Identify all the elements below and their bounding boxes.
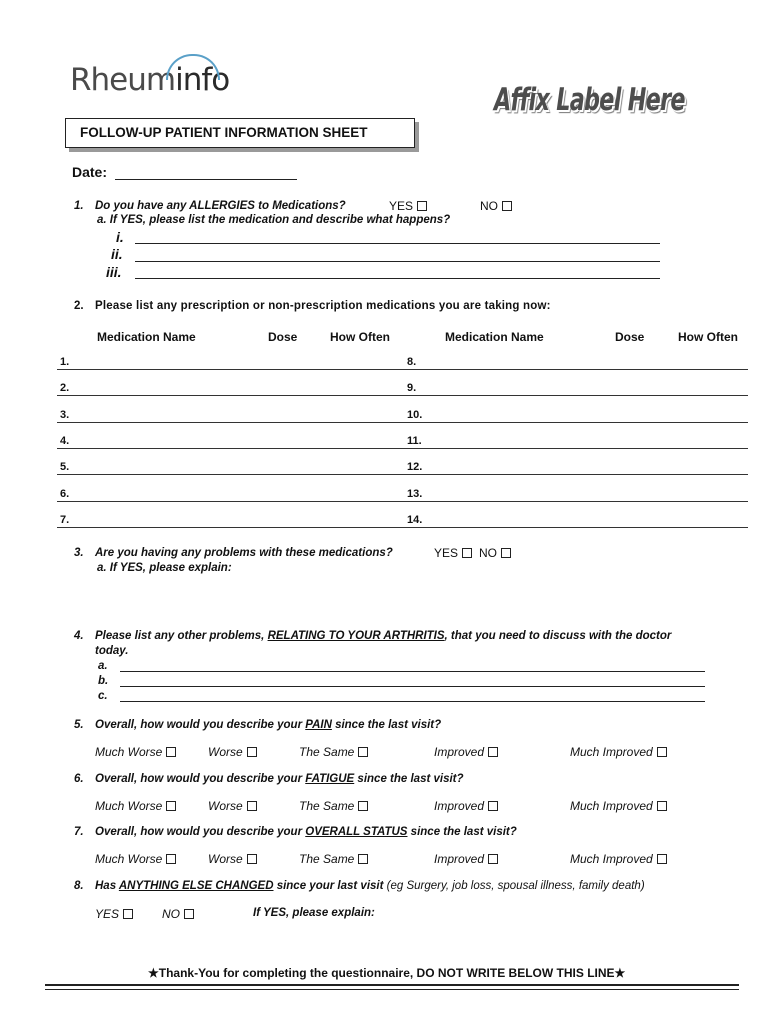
star-icon: ★ bbox=[148, 966, 159, 980]
q6-text-emphasis: FATIGUE bbox=[305, 773, 355, 785]
med-row-number-right: 10. bbox=[407, 409, 423, 421]
star-icon: ★ bbox=[614, 966, 626, 980]
med-row-number-right: 9. bbox=[407, 382, 417, 394]
q6-number: 6. bbox=[74, 773, 84, 785]
med-header-name-left: Medication Name bbox=[97, 330, 196, 344]
med-row-line[interactable] bbox=[57, 395, 748, 396]
q5-option-checkbox[interactable] bbox=[166, 747, 176, 757]
page-title: FOLLOW-UP PATIENT INFORMATION SHEET bbox=[80, 125, 368, 140]
q4-text-line2: today. bbox=[95, 645, 129, 657]
q4-text-emphasis: RELATING TO YOUR ARTHRITIS bbox=[267, 630, 445, 642]
q5-text-pre: Overall, how would you describe your bbox=[95, 719, 306, 731]
q8-text bbox=[95, 880, 645, 892]
med-row-number-right: 14. bbox=[407, 514, 423, 526]
q6-option-label: Much Improved bbox=[570, 799, 653, 813]
q7-text bbox=[95, 826, 517, 838]
q5-option-label: Worse bbox=[208, 745, 243, 759]
q6-option-label: Worse bbox=[208, 799, 243, 813]
q6-option[interactable] bbox=[208, 799, 257, 813]
q7-option-label: Improved bbox=[434, 852, 485, 866]
q1-yes-checkbox[interactable] bbox=[417, 201, 427, 211]
q7-option[interactable] bbox=[299, 852, 368, 866]
med-row-line[interactable] bbox=[57, 474, 748, 475]
q7-option-checkbox[interactable] bbox=[657, 854, 667, 864]
med-row-number-right: 11. bbox=[407, 435, 422, 447]
q5-number: 5. bbox=[74, 719, 84, 731]
q5-text-post: since the last visit? bbox=[331, 719, 442, 731]
title-box bbox=[65, 118, 415, 148]
q6-text-pre: Overall, how would you describe your bbox=[95, 773, 306, 785]
footer-note bbox=[148, 966, 625, 980]
med-row-number-left: 6. bbox=[60, 488, 70, 500]
q2-text: Please list any prescription or non-prescription medications you are taking now: bbox=[95, 300, 551, 312]
med-row-line[interactable] bbox=[57, 448, 748, 449]
q5-option-label: The Same bbox=[299, 745, 355, 759]
med-row-line[interactable] bbox=[57, 501, 748, 502]
q1-item-ii-label: ii. bbox=[111, 246, 123, 262]
q7-option-label: The Same bbox=[299, 852, 355, 866]
q6-option-checkbox[interactable] bbox=[358, 801, 368, 811]
q8-no-checkbox[interactable] bbox=[184, 909, 194, 919]
footer-divider bbox=[45, 984, 739, 986]
q1-item-i-field[interactable] bbox=[135, 243, 660, 244]
q3-number: 3. bbox=[74, 547, 84, 559]
q1-item-iii-label: iii. bbox=[106, 264, 122, 280]
med-row-line[interactable] bbox=[57, 422, 748, 423]
q1-item-iii-field[interactable] bbox=[135, 278, 660, 279]
med-row-line[interactable] bbox=[57, 369, 748, 370]
q4-item-a-label: a. bbox=[98, 660, 108, 672]
med-row-number-right: 13. bbox=[407, 488, 423, 500]
q4-text-pre: Please list any other problems, bbox=[95, 630, 268, 642]
med-row-line[interactable] bbox=[57, 527, 748, 528]
rheuminfo-logo bbox=[70, 62, 229, 98]
q4-item-c-field[interactable] bbox=[120, 701, 705, 702]
med-header-often-left: How Often bbox=[330, 330, 390, 344]
q7-option-label: Much Worse bbox=[95, 852, 163, 866]
q8-explain-label: If YES, please explain: bbox=[253, 907, 375, 919]
q8-no-label: NO bbox=[162, 907, 180, 921]
q1-item-ii-field[interactable] bbox=[135, 261, 660, 262]
q3-yes-option[interactable] bbox=[434, 546, 472, 560]
q5-option-checkbox[interactable] bbox=[488, 747, 498, 757]
med-header-name-right: Medication Name bbox=[445, 330, 544, 344]
q6-option[interactable] bbox=[434, 799, 498, 813]
med-row-number-right: 8. bbox=[407, 356, 417, 368]
q8-yes-label: YES bbox=[95, 907, 120, 921]
med-row-number-left: 1. bbox=[60, 356, 70, 368]
q1-yes-option[interactable] bbox=[389, 199, 427, 213]
q7-option-checkbox[interactable] bbox=[488, 854, 498, 864]
q7-option-checkbox[interactable] bbox=[358, 854, 368, 864]
q6-option-label: The Same bbox=[299, 799, 355, 813]
q4-item-a-field[interactable] bbox=[120, 671, 705, 672]
q6-option-checkbox[interactable] bbox=[247, 801, 257, 811]
q6-option[interactable] bbox=[299, 799, 368, 813]
q5-option-label: Much Worse bbox=[95, 745, 163, 759]
q4-text bbox=[95, 630, 745, 642]
q7-option[interactable] bbox=[208, 852, 257, 866]
med-row-number-left: 3. bbox=[60, 409, 70, 421]
q5-text bbox=[95, 719, 441, 731]
q3-no-checkbox[interactable] bbox=[501, 548, 511, 558]
q3-sub-a: a. If YES, please explain: bbox=[97, 562, 232, 574]
q7-option-label: Much Improved bbox=[570, 852, 653, 866]
q5-option[interactable] bbox=[299, 745, 368, 759]
med-row-number-left: 4. bbox=[60, 435, 70, 447]
q7-option[interactable] bbox=[570, 852, 667, 866]
q6-text bbox=[95, 773, 464, 785]
q3-yes-label: YES bbox=[434, 546, 459, 560]
q4-text-post: , that you need to discuss with the doctor bbox=[444, 630, 672, 642]
q6-option-checkbox[interactable] bbox=[488, 801, 498, 811]
q5-option-checkbox[interactable] bbox=[657, 747, 667, 757]
q8-text-post: since your last visit bbox=[273, 880, 384, 892]
q8-yes-option[interactable] bbox=[95, 907, 133, 921]
affix-label: Affix Label Here bbox=[494, 82, 685, 118]
q1-no-label: NO bbox=[480, 199, 498, 213]
logo-text-rheum: Rheum bbox=[70, 62, 176, 98]
logo-arc-graphic bbox=[166, 54, 220, 80]
q4-item-b-field[interactable] bbox=[120, 686, 705, 687]
q5-option-checkbox[interactable] bbox=[358, 747, 368, 757]
q8-no-option[interactable] bbox=[162, 907, 194, 921]
q1-sub-a: a. If YES, please list the medication and describe what happens? bbox=[97, 214, 451, 226]
q5-option[interactable] bbox=[95, 745, 176, 759]
q7-option-checkbox[interactable] bbox=[166, 854, 176, 864]
q5-text-emphasis: PAIN bbox=[305, 719, 332, 731]
q5-option[interactable] bbox=[208, 745, 257, 759]
q6-option-checkbox[interactable] bbox=[657, 801, 667, 811]
med-header-dose-right: Dose bbox=[615, 330, 645, 344]
date-field[interactable] bbox=[115, 179, 297, 180]
q7-text-emphasis: OVERALL STATUS bbox=[305, 826, 408, 838]
q8-number: 8. bbox=[74, 880, 84, 892]
med-header-dose-left: Dose bbox=[268, 330, 298, 344]
q4-item-b-label: b. bbox=[98, 675, 109, 687]
q7-option-checkbox[interactable] bbox=[247, 854, 257, 864]
q8-yes-checkbox[interactable] bbox=[123, 909, 133, 919]
q6-option[interactable] bbox=[570, 799, 667, 813]
logo-text-info: info bbox=[175, 62, 230, 98]
q8-text-emphasis: ANYTHING ELSE CHANGED bbox=[118, 880, 274, 892]
q3-yes-checkbox[interactable] bbox=[462, 548, 472, 558]
date-label: Date: bbox=[72, 164, 108, 180]
q3-text: Are you having any problems with these medications? bbox=[95, 547, 393, 559]
q1-no-checkbox[interactable] bbox=[502, 201, 512, 211]
q8-text-examples: (eg Surgery, job loss, spousal illness, family death) bbox=[383, 880, 645, 892]
footer-divider-thin bbox=[45, 989, 739, 990]
q3-no-label: NO bbox=[479, 546, 497, 560]
q5-option-checkbox[interactable] bbox=[247, 747, 257, 757]
q6-option-checkbox[interactable] bbox=[166, 801, 176, 811]
med-row-number-left: 7. bbox=[60, 514, 70, 526]
med-row-number-right: 12. bbox=[407, 461, 423, 473]
q7-text-post: since the last visit? bbox=[407, 826, 517, 838]
q1-number: 1. bbox=[74, 200, 84, 212]
q1-no-option[interactable] bbox=[480, 199, 512, 213]
q5-option-label: Much Improved bbox=[570, 745, 653, 759]
q3-no-option[interactable] bbox=[479, 546, 511, 560]
q2-number: 2. bbox=[74, 300, 84, 312]
q6-option-label: Much Worse bbox=[95, 799, 163, 813]
q6-option[interactable] bbox=[95, 799, 176, 813]
q7-number: 7. bbox=[74, 826, 84, 838]
q8-text-pre: Has bbox=[95, 880, 119, 892]
q1-text: Do you have any ALLERGIES to Medications? bbox=[95, 200, 346, 212]
q6-text-post: since the last visit? bbox=[354, 773, 464, 785]
q1-item-i-label: i. bbox=[116, 229, 124, 245]
q7-option[interactable] bbox=[95, 852, 176, 866]
q1-yes-label: YES bbox=[389, 199, 414, 213]
q5-option[interactable] bbox=[434, 745, 498, 759]
q5-option-label: Improved bbox=[434, 745, 485, 759]
med-header-often-right: How Often bbox=[678, 330, 738, 344]
med-row-number-left: 2. bbox=[60, 382, 70, 394]
footer-text: Thank-You for completing the questionnaire, DO NOT WRITE BELOW THIS LINE bbox=[158, 966, 615, 980]
q4-item-c-label: c. bbox=[98, 690, 108, 702]
q7-option[interactable] bbox=[434, 852, 498, 866]
q6-option-label: Improved bbox=[434, 799, 485, 813]
q5-option[interactable] bbox=[570, 745, 667, 759]
q7-text-pre: Overall, how would you describe your bbox=[95, 826, 306, 838]
q4-number: 4. bbox=[74, 630, 84, 642]
med-row-number-left: 5. bbox=[60, 461, 70, 473]
q7-option-label: Worse bbox=[208, 852, 243, 866]
